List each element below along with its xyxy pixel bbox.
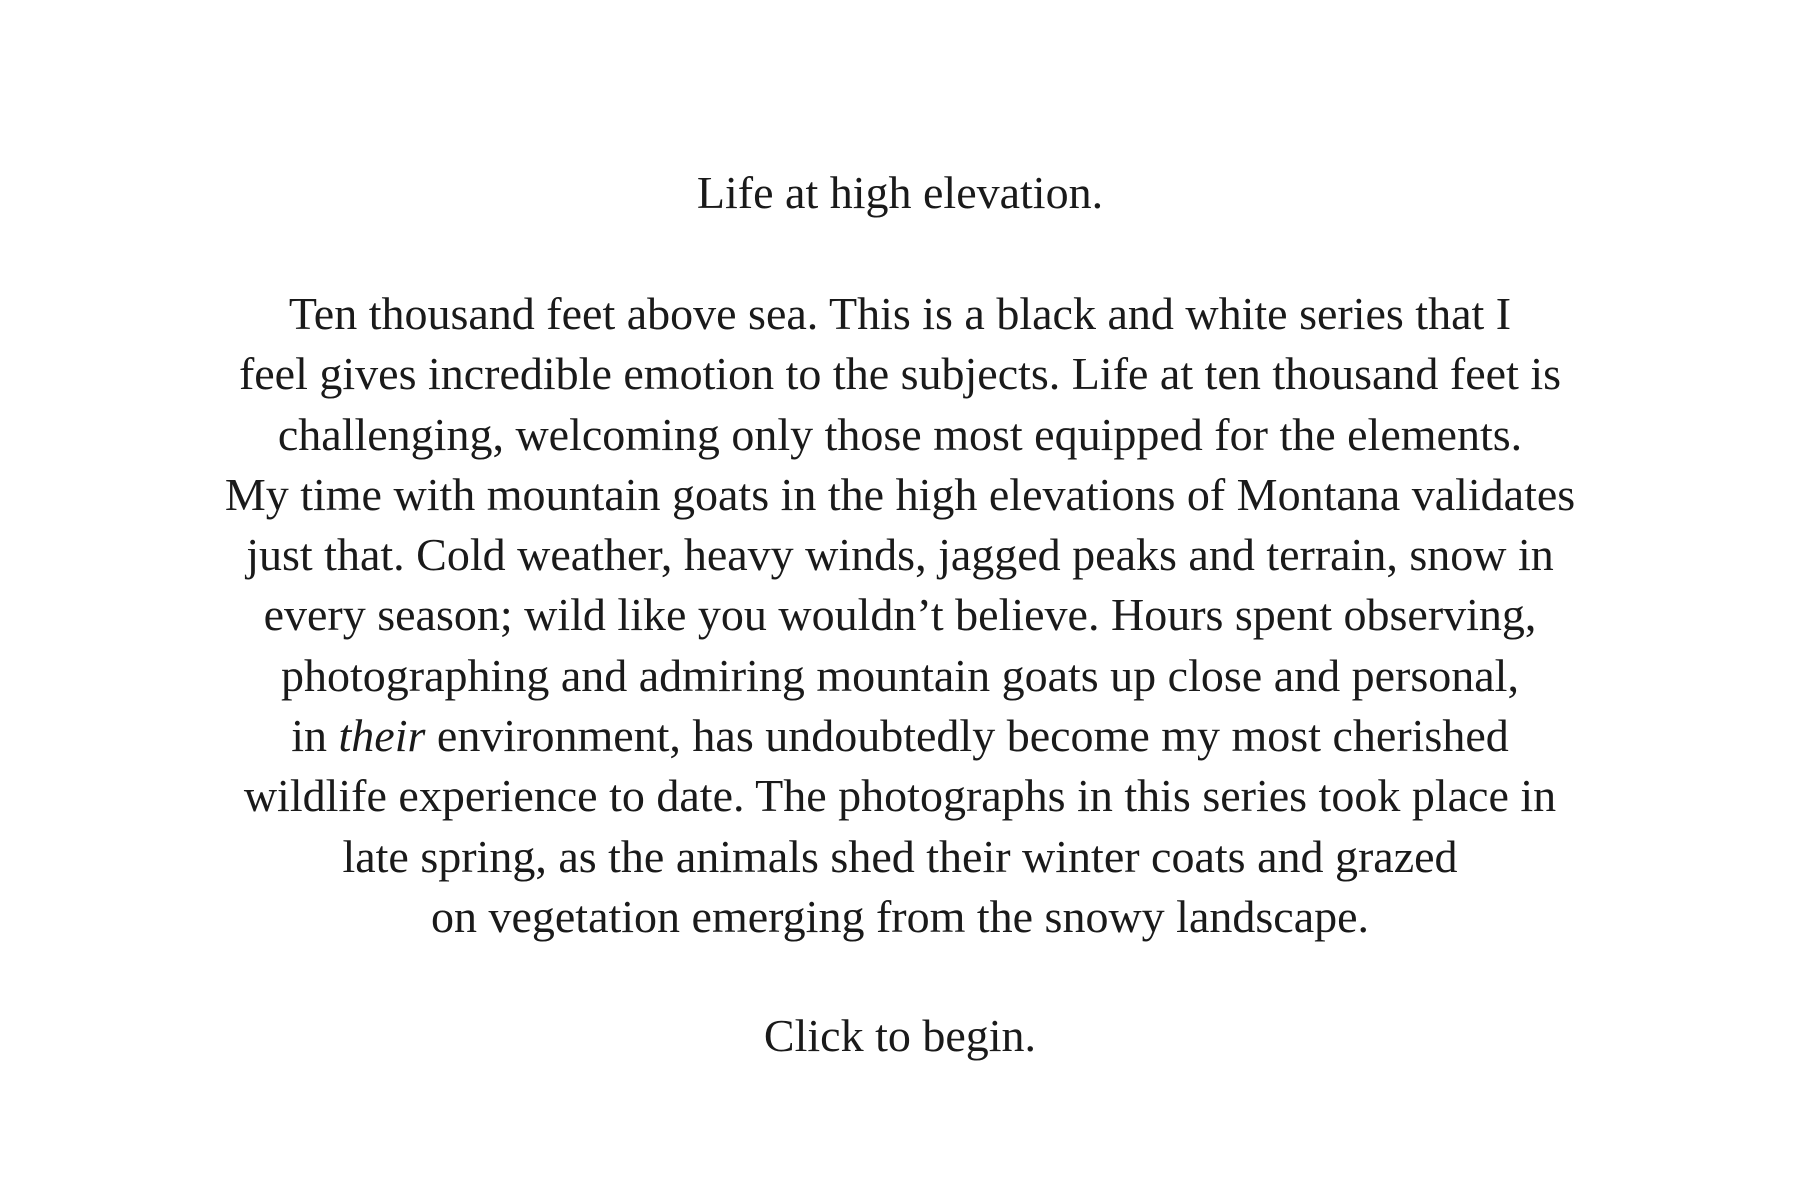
description-line: late spring, as the animals shed their winter coats and grazed (342, 830, 1458, 882)
page-title: Life at high elevation. (696, 167, 1104, 218)
description-line: challenging, welcoming only those most equipped for the elements. (277, 408, 1523, 460)
description-line: feel gives incredible emotion to the subjects. Life at ten thousand feet is (238, 348, 1562, 400)
emphasized-word: their (338, 710, 426, 762)
line-prefix: in (291, 710, 339, 762)
description-line: My time with mountain goats in the high elevations of Montana validates (224, 468, 1576, 520)
click-to-begin-link[interactable]: Click to begin. (763, 1010, 1037, 1061)
description-line: photographing and admiring mountain goats up close and personal, (281, 649, 1519, 701)
description-line: wildlife experience to date. The photographs in this series took place in (243, 770, 1557, 822)
description-line-emphasis (0, 706, 1800, 766)
description-line: on vegetation emerging from the snowy landscape. (430, 890, 1370, 942)
description-line: just that. Cold weather, heavy winds, jagged peaks and terrain, snow in (246, 529, 1554, 581)
description-line: Ten thousand feet above sea. This is a black and white series that I (288, 288, 1512, 339)
line-suffix: environment, has undoubtedly become my most cherished (425, 710, 1509, 762)
description-line: every season; wild like you wouldn’t believe. Hours spent observing, (263, 589, 1537, 641)
series-description (0, 284, 1800, 947)
